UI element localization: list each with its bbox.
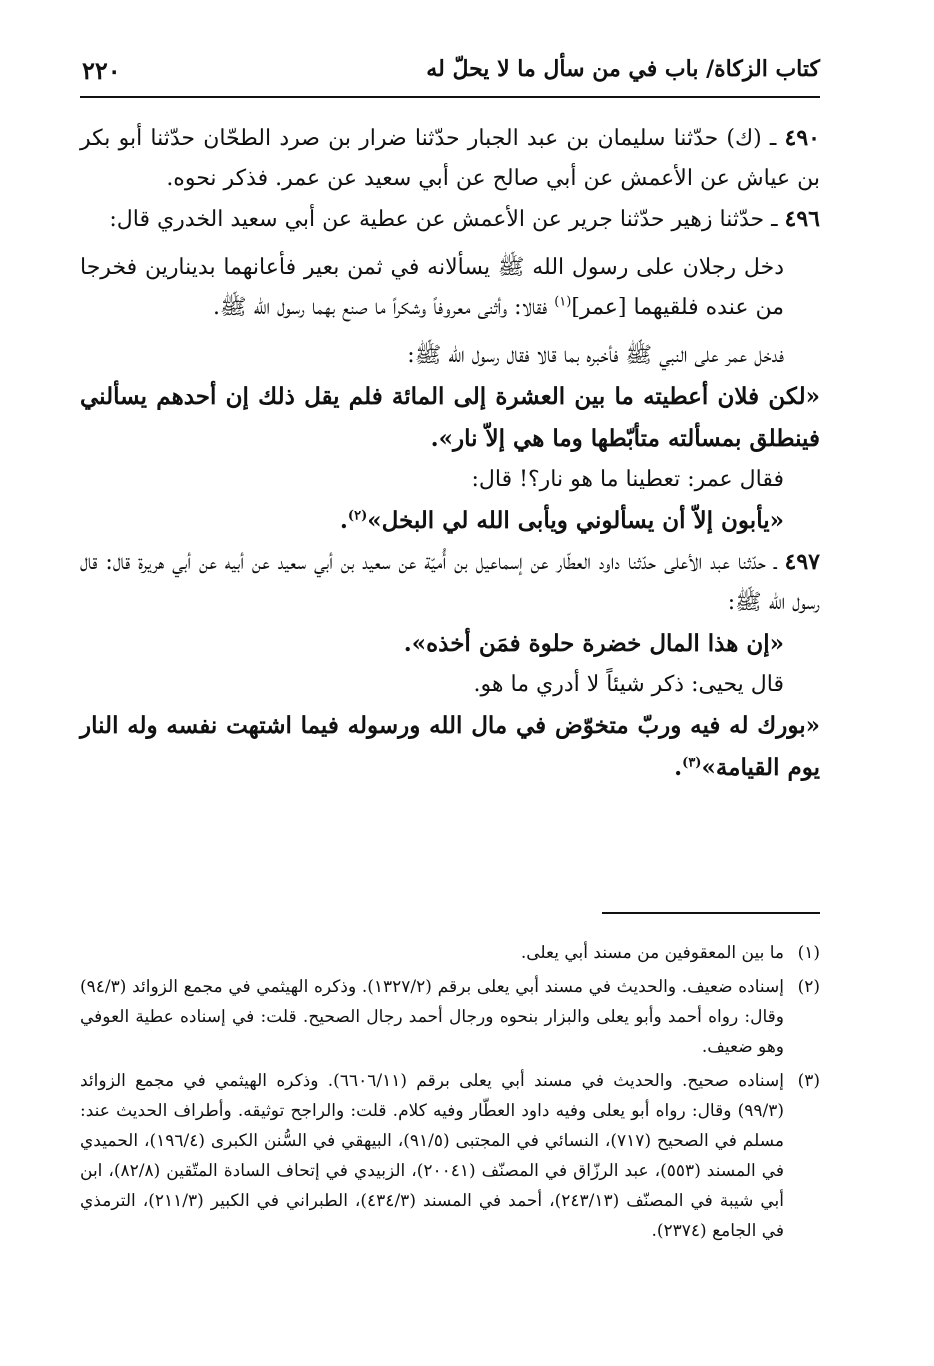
footnote [80,972,820,1062]
page-number: ٢٢٠ [82,56,121,85]
prophetic-quote [80,623,820,665]
quote-text: «يأبون إلاّ أن يسألوني ويأبى الله لي البخل» [367,507,784,534]
footnote-text: إسناده صحيح. والحديث في مسند أبي يعلى برقم (٦٦٠٦/١١). وذكره الهيثمي في مجمع الزوائد (٩٩/٣) وقال: رواه أبو يعلى وفيه داود العطّار وفيه كلام. قلت: والراجح توثيقه. وأطراف الحديث عند: مسلم في الصحيح (٧١٧)، النسائي في المجتبى (٩١/٥)، البيهقي في السُّنن الكبرى (١٩٦/٤)، الحميدي في المسند (٥٥٣)، عبد الرزّاق في المصنّف (٢٠٠٤١)، الزبيدي في إتحاف السادة المتّقين (٨٢/٨)، ابن أبي شيبة في المصنّف (٢٤٣/١٣)، أحمد في المسند (٤٣٤/٣)، الطبراني في الكبير (٢١١/٣)، الترمذي في الجامع (٢٣٧٤). [80,1071,785,1241]
quote-text: «بورك له فيه وربّ متخوّض في مال الله ورسوله فيما اشتهت نفسه وله النار يوم القيامة» [80,712,820,781]
footnote [80,1066,820,1246]
hadith-text: ـ حدّثنا عبد الأعلى حدّثنا داود العطّار عن إسماعيل بن أُميّة عن سعيد بن أبي سعيد عن أبيه عن أبي هريرة قال: قال رسول الله ﷺ: [80,550,820,615]
narration-paragraph [80,460,820,500]
prophetic-quote [80,705,820,789]
narration-text: دخل رجلان على رسول الله ﷺ يسألانه في ثمن بعير فأعانهما بدينارين فخرجا من عنده فلقيهما [عمر] [80,255,784,320]
narration-paragraph [80,248,820,328]
footnote-mark: (٣) [797,1071,820,1091]
hadith-number: ٤٩٧ [784,549,820,575]
footnote-mark: (٢) [797,977,820,997]
hadith-497 [80,542,820,623]
footnote-ref: (٣) [682,755,702,771]
narration-text: فقال عمر: تعطينا ما هو نار؟! قال: [471,467,784,492]
quote-text: «إن هذا المال خضرة حلوة فمَن أخذه». [403,630,784,657]
prophetic-quote [80,376,820,460]
quote-text: . [339,507,348,534]
prophetic-quote [80,500,820,542]
footnote [80,938,820,968]
footnotes [80,938,820,1250]
footnote-ref: (١) [554,294,572,310]
footnote-mark: (١) [797,943,820,963]
running-title: كتاب الزكاة/ باب في من سأل ما لا يحلّ له [426,56,820,82]
hadith-number: ٤٩٦ [784,206,820,232]
footnote-separator [602,912,820,914]
hadith-number: ٤٩٠ [784,125,820,151]
narration-text: فقالا: وأثنى معروفاً وشكراً ما صنع بهما رسول الله ﷺ. [213,295,555,320]
hadith-496 [80,199,820,240]
hadith-490 [80,118,820,199]
narration-text: قال يحيى: ذكر شيئاً لا أدري ما هو. [473,672,784,697]
footnote-text: ما بين المعقوفين من مسند أبي يعلى. [520,943,784,963]
page-header [80,50,820,98]
narration-text: فدخل عمر على النبي ﷺ فأخبره بما قالا فقال رسول الله ﷺ: [407,343,784,368]
hadith-text: ـ (ك) حدّثنا سليمان بن عبد الجبار حدّثنا ضرار بن صرد الطحّان حدّثنا أبو بكر بن عياش عن الأعمش عن أبي صالح عن أبي سعيد عن عمر. فذكر نحوه. [80,126,820,191]
narration-paragraph [80,665,820,705]
quote-text: «لكن فلان أعطيته ما بين العشرة إلى المائة فلم يقل ذلك إن أحدهم يسألني فينطلق بمسألته متأبّطها وما هي إلاّ نار». [80,383,820,452]
main-text [80,118,820,789]
footnote-text: إسناده ضعيف. والحديث في مسند أبي يعلى برقم (١٣٢٧/٢). وذكره الهيثمي في مجمع الزوائد (٩٤/٣) وقال: رواه أحمد وأبو يعلى والبزار بنحوه ورجال أحمد رجال الصحيح. قلت: في إسناده عطية العوفي وهو ضعيف. [80,977,784,1057]
footnote-ref: (٢) [347,508,368,524]
hadith-text: ـ حدّثنا زهير حدّثنا جرير عن الأعمش عن عطية عن أبي سعيد الخدري قال: [109,207,785,232]
narration-paragraph [80,336,820,376]
quote-text: . [674,754,683,781]
